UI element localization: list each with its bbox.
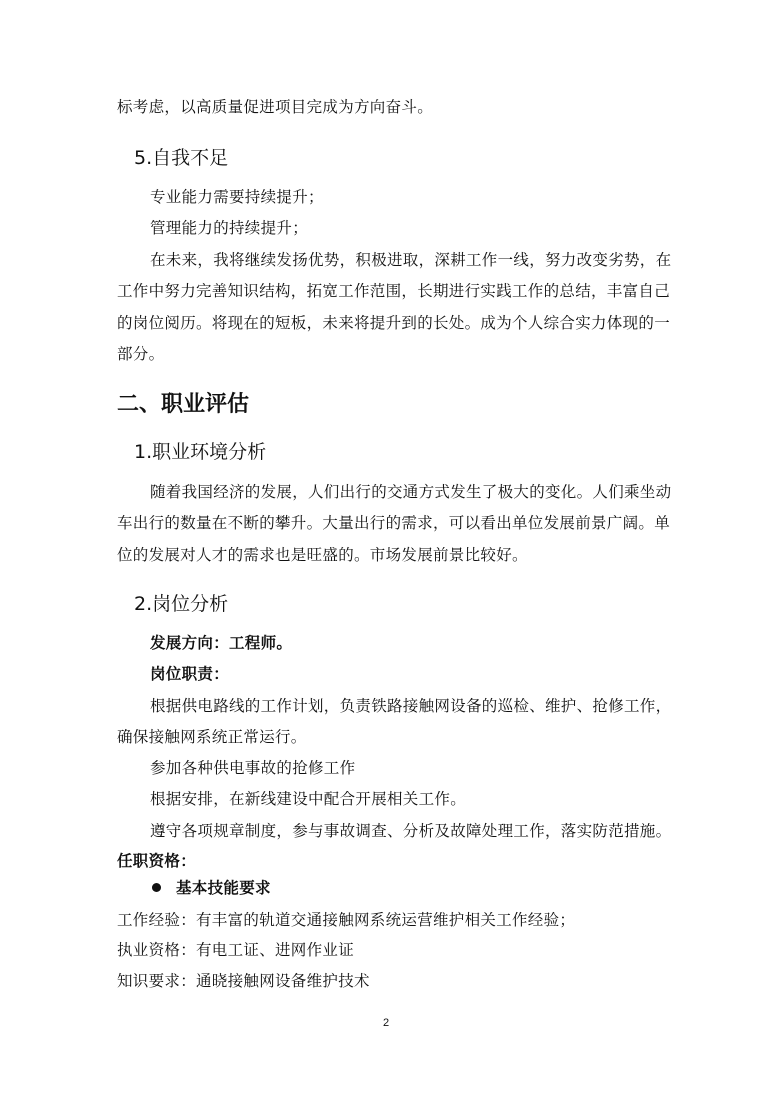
paragraph-line: 随着我国经济的发展，人们出行的交通方式发生了极大的变化。人们乘坐动 xyxy=(150,483,672,501)
paragraph-line: 部分。 xyxy=(117,345,165,363)
job-duties-label: 岗位职责： xyxy=(150,665,230,683)
paragraph-line: 参加各种供电事故的抢修工作 xyxy=(150,759,356,777)
development-direction: 发展方向：工程师。 xyxy=(150,634,293,652)
paragraph-line: 执业资格：有电工证、进网作业证 xyxy=(117,941,355,959)
basic-skills-heading: 基本技能要求 xyxy=(176,879,271,897)
paragraph-line: 工作中努力完善知识结构，拓宽工作范围，长期进行实践工作的总结，丰富自己 xyxy=(117,282,671,300)
paragraph-line: 遵守各项规章制度，参与事故调查、分析及故障处理工作，落实防范措施。 xyxy=(150,822,672,840)
qualifications-label: 任职资格： xyxy=(117,852,197,870)
bullet-icon xyxy=(152,883,161,892)
paragraph-line: 知识要求：通晓接触网设备维护技术 xyxy=(117,972,370,990)
paragraph-line: 工作经验：有丰富的轨道交通接触网系统运营维护相关工作经验； xyxy=(117,911,576,929)
section-heading-position-analysis: 2.岗位分析 xyxy=(134,593,229,615)
chapter-heading-career-evaluation: 二、职业评估 xyxy=(117,392,250,417)
paragraph-line: 根据安排，在新线建设中配合开展相关工作。 xyxy=(150,790,467,808)
paragraph-line: 确保接触网系统正常运行。 xyxy=(117,728,307,746)
paragraph-line: 专业能力需要持续提升； xyxy=(150,188,324,206)
page-number: 2 xyxy=(383,1017,390,1029)
section-heading-self-shortcomings: 5.自我不足 xyxy=(134,147,229,169)
paragraph-line: 位的发展对人才的需求也是旺盛的。市场发展前景比较好。 xyxy=(117,546,528,564)
paragraph-line: 标考虑，以高质量促进项目完成为方向奋斗。 xyxy=(117,98,434,116)
paragraph-line: 车出行的数量在不断的攀升。大量出行的需求，可以看出单位发展前景广阔。单 xyxy=(117,514,671,532)
paragraph-line: 在未来，我将继续发扬优势，积极进取，深耕工作一线，努力改变劣势，在 xyxy=(150,251,672,269)
paragraph-line: 管理能力的持续提升； xyxy=(150,219,309,237)
section-heading-environment-analysis: 1.职业环境分析 xyxy=(134,441,267,463)
paragraph-line: 的岗位阅历。将现在的短板，未来将提升到的长处。成为个人综合实力体现的一 xyxy=(117,314,671,332)
paragraph-line: 根据供电路线的工作计划，负责铁路接触网设备的巡检、维护、抢修工作， xyxy=(150,697,672,715)
